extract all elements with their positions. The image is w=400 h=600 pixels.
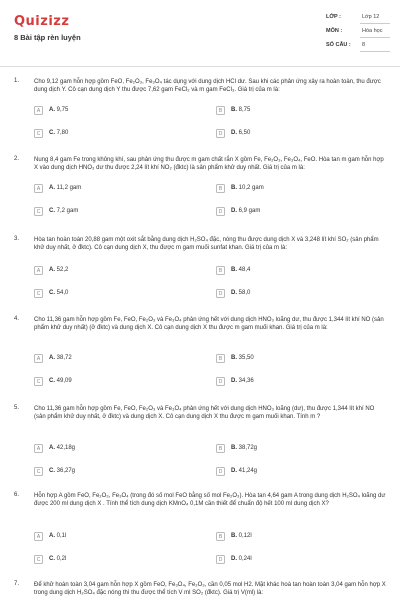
- option-letter-box: C: [34, 207, 43, 216]
- question-number: 7.: [14, 581, 20, 587]
- option-label: A.: [49, 355, 55, 361]
- option-letter-box: D: [216, 289, 225, 298]
- option-b[interactable]: [216, 444, 386, 457]
- option-letter-box: A: [34, 266, 43, 275]
- question-text: Để khử hoàn toàn 3,04 gam hỗn hợp X gồm FeO, Fe₃O₄, Fe₂O₃, cần 0,05 mol H2. Mặt khác hoà tan hoàn toàn 3,04 gam hỗn hợp X trong dung dịch H₂SO₄ đặc nóng thì thu được thể tích V ml SO₂ (đktc). Giá trị V(ml) là:: [34, 582, 386, 596]
- option-value: 52,2: [56, 267, 69, 273]
- option-letter-box: C: [34, 289, 43, 298]
- option-letter-box: B: [216, 266, 225, 275]
- option-value: 11,2 gam: [56, 185, 82, 191]
- option-letter-box: B: [216, 184, 225, 193]
- option-label: D.: [231, 468, 237, 474]
- subject-row: [326, 28, 390, 40]
- option-value: 0,1l: [56, 533, 67, 539]
- option-a[interactable]: [34, 184, 204, 197]
- option-letter-box: D: [216, 555, 225, 564]
- option-letter-box: C: [34, 377, 43, 386]
- grade-underline: [360, 23, 390, 24]
- question-text: Nung 8,4 gam Fe trong không khí, sau phản ứng thu được m gam chất rắn X gồm Fe, Fe₂O₃, Fe₃O₄, FeO. Hòa tan m gam hỗn hợp X vào dung dịch HNO₃ dư thu được 2,24 lít khí NO₂ (đktc) là sản phẩm khử duy nhất. Giá trị của m là:: [34, 157, 384, 171]
- subject-label: MÔN :: [326, 28, 343, 34]
- option-c[interactable]: [34, 377, 204, 390]
- count-label: SỐ CÂU :: [326, 42, 351, 48]
- question-text: Cho 11,36 gam hỗn hợp gồm Fe, FeO, Fe₂O₃ và Fe₃O₄ phản ứng hết với dung dịch HNO₃ loãng (dư), thu được 1,344 lít khí NO (sản phẩm khử duy nhất, ở đktc) và dung dịch X. Cô cạn dung dịch X thu được m gam muối khan. Tính m ?: [34, 406, 375, 420]
- option-value: 0,12l: [238, 533, 252, 539]
- option-d[interactable]: [216, 467, 386, 480]
- count-value: 8: [362, 42, 366, 48]
- option-value: 42,18g: [56, 445, 76, 451]
- question-text: Cho 9,12 gam hỗn hợp gồm FeO, Fe₂O₃, Fe₃O₄ tác dụng với dung dịch HCl dư. Sau khi các phản ứng xảy ra hoàn toàn, thu được dung dịch Y. Cô cạn dung dịch Y thu được 7,62 gam FeCl₂ và m gam FeCl₃. Giá trị của m là:: [34, 79, 381, 93]
- option-letter-box: D: [216, 207, 225, 216]
- option-label: B.: [231, 445, 237, 451]
- option-label: D.: [231, 556, 237, 562]
- option-letter-box: D: [216, 467, 225, 476]
- option-letter-box: C: [34, 129, 43, 138]
- option-label: B.: [231, 107, 237, 113]
- option-value: 7,2 gam: [56, 208, 79, 214]
- option-d[interactable]: [216, 289, 386, 302]
- option-value: 49,09: [56, 378, 72, 384]
- grade-row: [326, 14, 390, 26]
- option-d[interactable]: [216, 207, 386, 220]
- option-a[interactable]: [34, 354, 204, 367]
- option-label: B.: [231, 355, 237, 361]
- grade-value: Lớp 12: [362, 14, 380, 20]
- worksheet-header: [0, 0, 400, 66]
- count-row: [326, 42, 390, 54]
- option-value: 38,72: [56, 355, 72, 361]
- option-letter-box: B: [216, 532, 225, 541]
- option-b[interactable]: [216, 266, 386, 279]
- option-a[interactable]: [34, 532, 204, 545]
- question-text: Hòa tan hoàn toàn 20,88 gam một oxit sắt bằng dung dịch H₂SO₄ đặc, nóng thu được dung dịch X và 3,248 lít khí SO₂ (sản phẩm khử duy nhất, ở đktc). Cô cạn dung dịch X, thu được m gam muối sunfat khan. Giá trị của m là:: [34, 237, 379, 251]
- option-value: 38,72g: [238, 445, 258, 451]
- question-number: 6.: [14, 492, 20, 498]
- option-letter-box: D: [216, 129, 225, 138]
- grade-label: LỚP :: [326, 14, 341, 20]
- option-label: A.: [49, 445, 55, 451]
- option-c[interactable]: [34, 207, 204, 220]
- option-label: C.: [49, 556, 55, 562]
- option-letter-box: C: [34, 555, 43, 564]
- option-label: D.: [231, 290, 237, 296]
- option-value: 6,9 gam: [238, 208, 261, 214]
- option-label: D.: [231, 378, 237, 384]
- question-number: 4.: [14, 316, 20, 322]
- option-label: C.: [49, 290, 55, 296]
- option-a[interactable]: [34, 106, 204, 119]
- option-label: D.: [231, 208, 237, 214]
- option-value: 35,50: [238, 355, 254, 361]
- option-b[interactable]: [216, 106, 386, 119]
- option-letter-box: B: [216, 354, 225, 363]
- option-letter-box: C: [34, 467, 43, 476]
- option-value: 48,4: [238, 267, 251, 273]
- option-value: 58,0: [238, 290, 251, 296]
- option-letter-box: A: [34, 184, 43, 193]
- option-letter-box: A: [34, 106, 43, 115]
- question-number: 1.: [14, 78, 20, 84]
- question-number: 5.: [14, 405, 20, 411]
- option-d[interactable]: [216, 555, 386, 568]
- option-value: 0,2l: [56, 556, 67, 562]
- option-a[interactable]: [34, 266, 204, 279]
- option-letter-box: A: [34, 532, 43, 541]
- option-letter-box: D: [216, 377, 225, 386]
- option-label: A.: [49, 267, 55, 273]
- question-text: Cho 11,36 gam hỗn hợp gồm Fe, FeO, Fe₂O₃ và Fe₃O₄ phản ứng hết với dung dịch HNO₃ loãng dư, thu được 1,344 lít khí NO (sản phẩm khử duy nhất) (ở đktc) và dung dịch X. Cô cạn dung dịch X thu được m gam muối khan. Giá trị của m là:: [34, 317, 384, 331]
- option-label: A.: [49, 533, 55, 539]
- option-value: 9,75: [56, 107, 69, 113]
- subject-value: Hóa học: [362, 28, 383, 34]
- option-value: 34,36: [238, 378, 254, 384]
- option-d[interactable]: [216, 129, 386, 142]
- option-b[interactable]: [216, 532, 386, 545]
- option-letter-box: A: [34, 354, 43, 363]
- worksheet-title: 8 Bài tập rèn luyện: [14, 33, 81, 42]
- option-letter-box: B: [216, 106, 225, 115]
- option-value: 7,80: [56, 130, 69, 136]
- option-label: B.: [231, 185, 237, 191]
- option-label: C.: [49, 130, 55, 136]
- quizizz-logo: Quizizz: [14, 14, 70, 29]
- option-b[interactable]: [216, 184, 386, 197]
- option-value: 54,0: [56, 290, 69, 296]
- option-label: C.: [49, 208, 55, 214]
- option-label: B.: [231, 533, 237, 539]
- option-label: A.: [49, 107, 55, 113]
- header-divider: [0, 66, 400, 67]
- question-text: Hỗn hợp A gồm FeO, Fe₂O₃, Fe₃O₄ (trong đó số mol FeO bằng số mol Fe₂O₃). Hòa tan 4,64 gam A trong dung dịch H₂SO₄ loãng dư được 200 ml dung dịch X . Tính thể tích dung dịch KMnO₄ 0,1M cần thiết để chuẩn độ hết 100 ml dung dịch X?: [34, 493, 386, 507]
- option-c[interactable]: [34, 289, 204, 302]
- option-a[interactable]: [34, 444, 204, 457]
- option-value: 41,24g: [238, 468, 258, 474]
- option-d[interactable]: [216, 377, 386, 390]
- option-letter-box: B: [216, 444, 225, 453]
- option-value: 36,27g: [56, 468, 76, 474]
- option-label: C.: [49, 378, 55, 384]
- option-value: 6,50: [238, 130, 251, 136]
- option-label: C.: [49, 468, 55, 474]
- option-c[interactable]: [34, 467, 204, 480]
- option-c[interactable]: [34, 555, 204, 568]
- subject-underline: [360, 37, 390, 38]
- option-label: D.: [231, 130, 237, 136]
- question-number: 3.: [14, 236, 20, 242]
- option-c[interactable]: [34, 129, 204, 142]
- option-b[interactable]: [216, 354, 386, 367]
- question-number: 2.: [14, 156, 20, 162]
- option-value: 0,24l: [238, 556, 252, 562]
- option-value: 10,2 gam: [238, 185, 264, 191]
- option-label: B.: [231, 267, 237, 273]
- option-letter-box: A: [34, 444, 43, 453]
- option-label: A.: [49, 185, 55, 191]
- option-value: 8,75: [238, 107, 251, 113]
- count-underline: [360, 51, 390, 52]
